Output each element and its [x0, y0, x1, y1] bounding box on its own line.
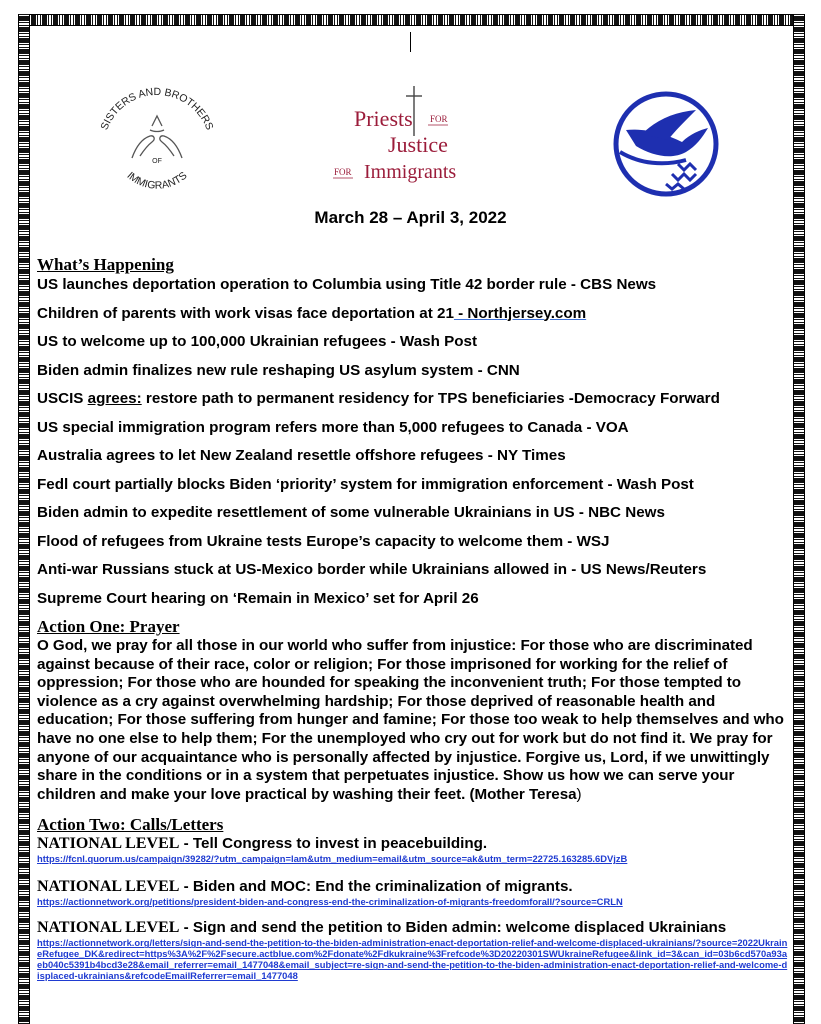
document-body	[37, 255, 789, 981]
news-item[interactable]: Biden admin finalizes new rule reshaping US asylum system - CNN	[37, 361, 520, 379]
svg-text:Immigrants: Immigrants	[364, 161, 457, 183]
national-level-item: NATIONAL LEVEL - Tell Congress to invest in peacebuilding.	[37, 835, 488, 853]
prayer-text: O God, we pray for all those in our world who suffer from injustice: For those who are discriminated against because of their race, color or religion; For those imprisoned for working for the relief of oppression; For those who are hounded for speaking the inconvenient truth; For those tempted to violence as a cry against overwhelming hardship; For those deprived of reasonable health and education; For those suffering from hunger and famine; For those too weak to help themselves and who have no one else to help them; For the unemployed who cry out for work but do not find it. We pray for anyone of our acquaintance who is personally affected by injustice. Forgive us, Lord, if we unwittingly share in the conditions or in a system that perpetuates injustice. Show us how we can serve your children and make your love practical by washing their feet. (Mother Teresa)	[37, 637, 784, 803]
svg-text:Priests: Priests	[354, 106, 413, 131]
national-level-item: NATIONAL LEVEL - Biden and MOC: End the criminalization of migrants.	[37, 878, 573, 896]
action-link[interactable]: https://actionnetwork.org/letters/sign-and-send-the-petition-to-the-biden-administration-enact-deportation-relief-and-welcome-displaced-ukrainians/?source=2022UkraineRefugee_DK&redirect=https%3A%2F%2Fsecure.actblue.com%2Fdonate%2Fdkukraine%3Frefcode%3D20220301SWUkraineRefugee&link_id=3&can_id=03b6cd570a93aeb040c5391b4bcd3e28&email_referrer=email_1477048&email_subject=re-sign-and-send-the-petition-to-the-biden-administration-enact-deportation-relief-and-welcome-displaced-ukrainians&refcodeEmailReferrer=email_1477048	[37, 937, 788, 982]
news-item[interactable]: Australia agrees to let New Zealand resettle offshore refugees - NY Times	[37, 447, 566, 464]
news-item[interactable]: US launches deportation operation to Columbia using Title 42 border rule - CBS News	[37, 276, 657, 293]
news-item[interactable]: Flood of refugees from Ukraine tests Europe’s capacity to welcome them - WSJ	[37, 532, 610, 550]
news-item[interactable]: Anti-war Russians stuck at US-Mexico border while Ukrainians allowed in - US News/Reuters	[37, 561, 707, 578]
svg-text:IMMIGRANTS: IMMIGRANTS	[124, 169, 190, 192]
news-item[interactable]: USCIS agrees: restore path to permanent residency for TPS beneficiaries -Democracy Forward	[37, 390, 720, 407]
action-one-heading: Action One: Prayer	[37, 617, 180, 636]
dove-logo	[612, 90, 720, 198]
svg-text:FOR: FOR	[334, 167, 352, 177]
news-item[interactable]: US to welcome up to 100,000 Ukrainian refugees - Wash Post	[37, 333, 477, 350]
action-link[interactable]: https://actionnetwork.org/petitions/president-biden-and-congress-end-the-criminalization-of-migrants-freedomforall/?source=CRLN	[37, 896, 623, 908]
svg-text:FOR: FOR	[430, 114, 448, 124]
news-item[interactable]: Supreme Court hearing on ‘Remain in Mexico’ set for April 26	[37, 589, 479, 607]
border-left	[18, 14, 30, 1024]
news-item[interactable]: Biden admin to expedite resettlement of some vulnerable Ukrainians in US - NBC News	[37, 504, 665, 521]
action-link[interactable]: https://fcnl.quorum.us/campaign/39282/?utm_campaign=lam&utm_medium=email&utm_source=ak&utm_term=22725.163285.6DVjzB	[37, 853, 628, 865]
date-range: March 28 – April 3, 2022	[314, 208, 507, 227]
text-cursor	[410, 32, 411, 52]
svg-text:SISTERS AND BROTHERS: SISTERS AND BROTHERS	[98, 86, 216, 132]
news-item[interactable]: Fedl court partially blocks Biden ‘priority’ system for immigration enforcement - Wash Post	[37, 475, 694, 493]
news-item[interactable]: Children of parents with work visas face deportation at 21 - Northjersey.com	[37, 304, 587, 322]
svg-text:OF: OF	[152, 158, 162, 165]
whats-happening-heading: What’s Happening	[37, 255, 174, 274]
border-top	[18, 14, 805, 26]
sisters-brothers-logo	[92, 86, 222, 196]
news-item[interactable]: US special immigration program refers more than 5,000 refugees to Canada - VOA	[37, 418, 629, 436]
action-two-heading: Action Two: Calls/Letters	[37, 815, 224, 835]
national-level-item: NATIONAL LEVEL - Sign and send the petition to Biden admin: welcome displaced Ukrainians	[37, 919, 727, 937]
news-list	[37, 275, 789, 617]
svg-text:Justice: Justice	[388, 132, 448, 157]
border-right	[793, 14, 805, 1024]
priests-justice-logo	[330, 80, 490, 190]
northjersey-link[interactable]: - Northjersey.com	[453, 304, 587, 322]
